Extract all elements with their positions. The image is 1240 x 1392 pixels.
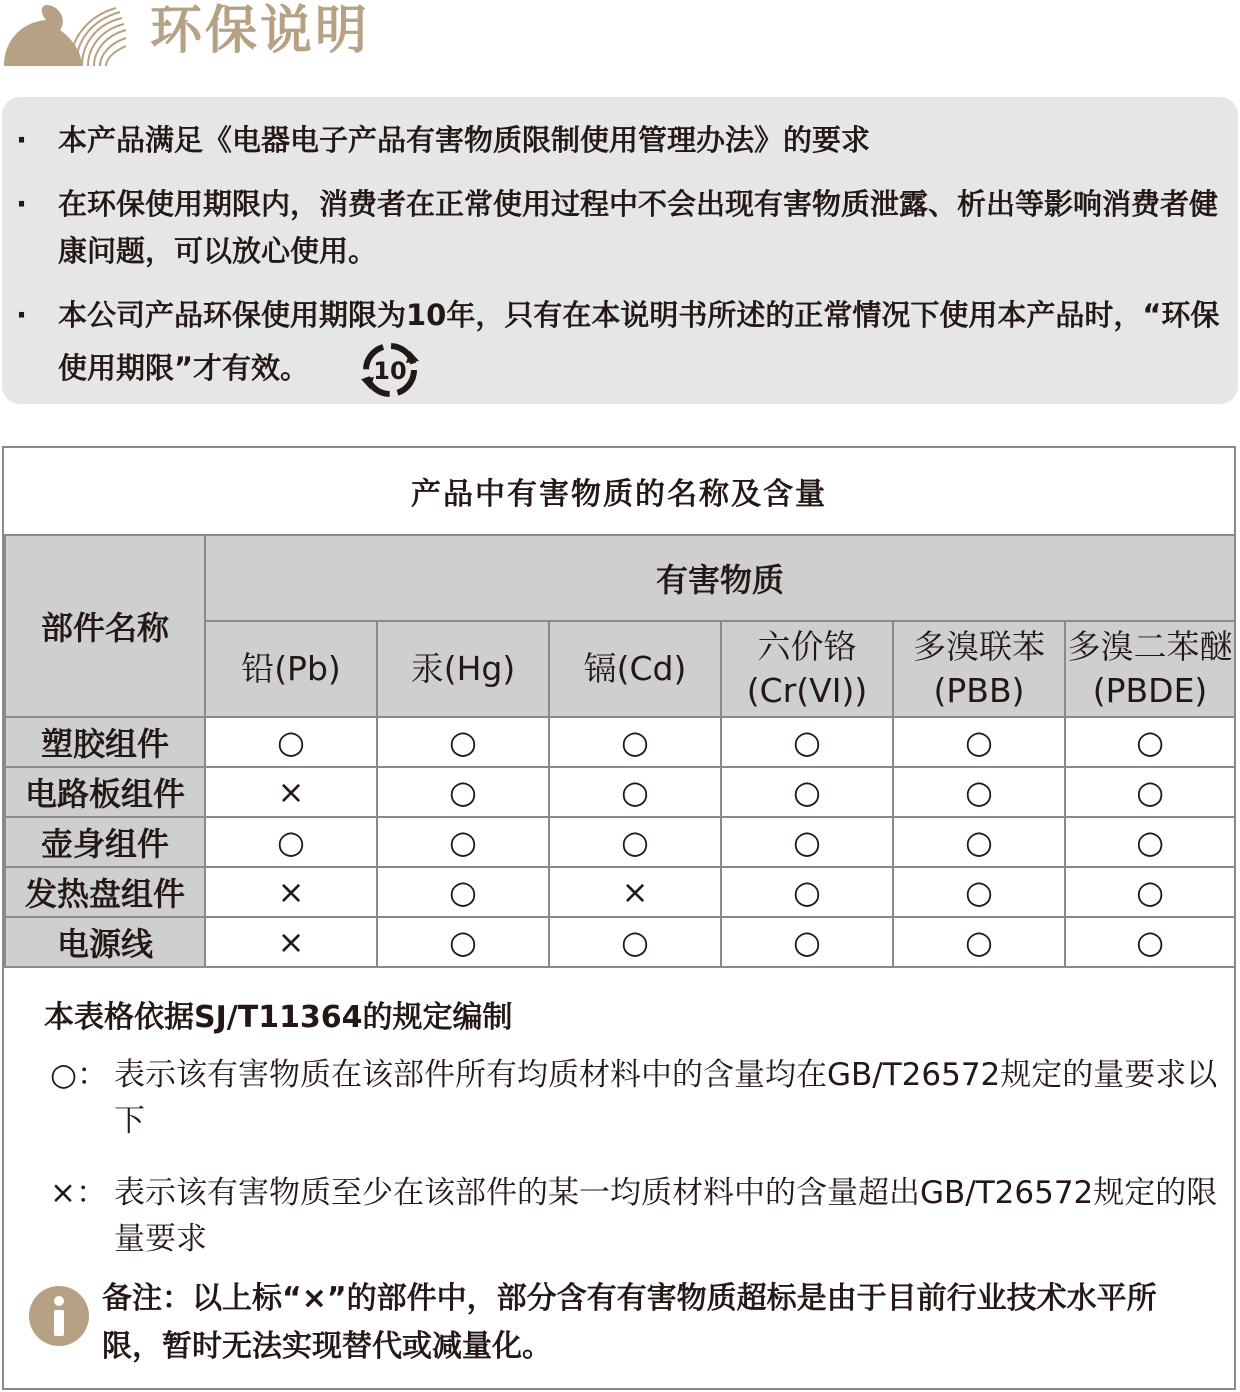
mark-cell: ○ [893,817,1065,867]
page-title: 环保说明 [150,1,371,61]
remark-text: 备注：以上标“×”的部件中，部分含有有害物质超标是由于目前行业技术水平所限，暂时无法实现替代或减量化。 [102,1281,1157,1364]
mark-cell: ○ [1065,717,1235,767]
mark-cell: ○ [1065,867,1235,917]
part-name: 电路板组件 [5,767,205,817]
part-name: 电源线 [5,917,205,967]
part-header: 部件名称 [5,535,205,717]
part-name: 发热盘组件 [5,867,205,917]
circle-definition-text: 表示该有害物质在该部件所有均质材料中的含量均在GB/T26572规定的量要求以下 [114,1057,1218,1139]
table-row [5,767,1235,817]
mark-cell: × [205,767,377,817]
mark-cell: ○ [721,717,893,767]
table-basis: 本表格依据SJ/T11364的规定编制 [44,1000,513,1035]
mark-cell: ○ [1065,817,1235,867]
mark-cell: ○ [377,917,549,967]
recycle-10-icon [359,339,421,401]
mark-cell: ○ [549,917,721,967]
substance-header: 多溴联苯(PBB) [893,621,1065,717]
table-header-row [5,535,1235,621]
mark-cell: ○ [721,867,893,917]
substance-group-header: 有害物质 [205,535,1235,621]
mark-cell: ○ [377,817,549,867]
mark-cell: ○ [1065,767,1235,817]
notice-panel [2,97,1238,404]
mark-cell: ○ [549,767,721,817]
circle-definition [44,1052,1224,1156]
cross-definition-text: 表示该有害物质至少在该部件的某一均质材料中的含量超出GB/T26572规定的限量要求 [114,1175,1218,1257]
mark-cell: ○ [1065,917,1235,967]
part-name: 塑胶组件 [5,717,205,767]
substance-header: 镉(Cd) [549,621,721,717]
substance-header: 多溴二苯醚(PBDE) [1065,621,1235,717]
substance-header: 六价铬(Cr(VI)) [721,621,893,717]
mark-cell: × [205,917,377,967]
mark-cell: ○ [205,717,377,767]
cross-definition [44,1170,1224,1270]
mark-cell: ○ [549,717,721,767]
part-name: 壶身组件 [5,817,205,867]
notice-text-with-badge [58,292,1238,401]
table-title: 产品中有害物质的名称及含量 [4,448,1234,536]
mark-cell: ○ [721,917,893,967]
notice-text: 在环保使用期限内，消费者在正常使用过程中不会出现有害物质泄露、析出等影响消费者健康问题，可以放心使用。 [58,187,1219,268]
table-notes [44,996,1224,1270]
mark-cell: ○ [893,867,1065,917]
notice-text: 本产品满足《电器电子产品有害物质限制使用管理办法》的要求 [58,123,871,157]
badge-number: 10 [373,357,407,385]
header [0,0,1240,80]
mark-cell: ○ [721,817,893,867]
mark-cell: ○ [893,767,1065,817]
substance-table [4,534,1236,968]
substance-header: 汞(Hg) [377,621,549,717]
mark-cell: ○ [377,767,549,817]
info-icon [28,1285,90,1347]
table-row [5,717,1235,767]
table-row [5,817,1235,867]
mark-cell: ○ [205,817,377,867]
notice-text: 本公司产品环保使用期限为10年，只有在本说明书所述的正常情况下使用本产品时，“环保使用期限”才有效。 [58,298,1220,385]
brand-logo-icon [0,0,130,70]
mark-cell: ○ [893,917,1065,967]
bullet-dot: · [16,187,28,221]
cross-symbol: ×： [50,1175,107,1211]
mark-cell: ○ [549,817,721,867]
mark-cell: × [205,867,377,917]
substance-header: 铅(Pb) [205,621,377,717]
mark-cell: ○ [377,867,549,917]
table-row [5,867,1235,917]
table-row [5,917,1235,967]
bullet-dot: · [16,123,28,157]
mark-cell: ○ [893,717,1065,767]
bullet-dot: · [16,298,28,332]
circle-symbol: ○： [50,1057,109,1093]
mark-cell: ○ [377,717,549,767]
mark-cell: ○ [721,767,893,817]
mark-cell: × [549,867,721,917]
